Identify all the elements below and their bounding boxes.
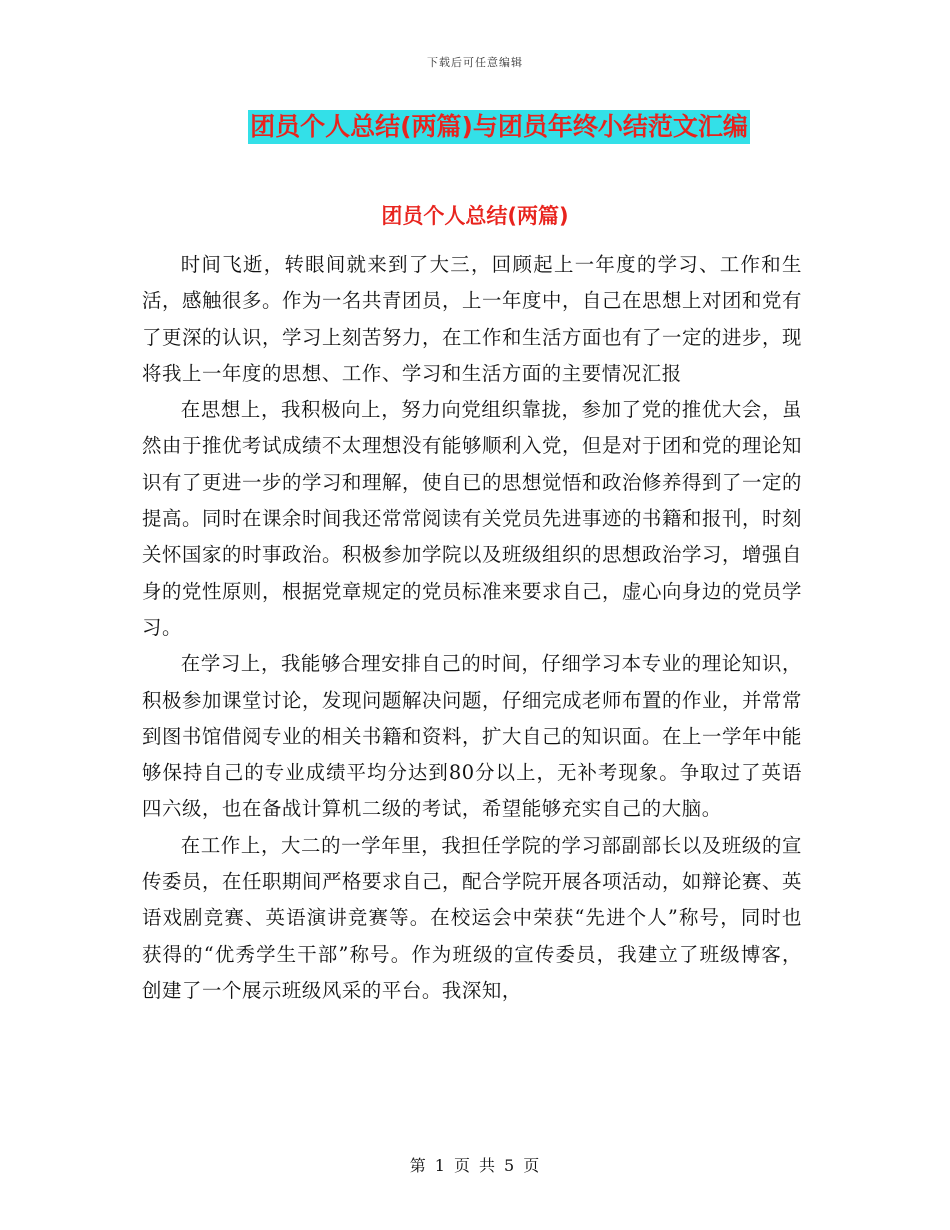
main-title: 团员个人总结(两篇)与团员年终小结范文汇编 bbox=[248, 110, 750, 144]
section-title: 团员个人总结(两篇) bbox=[381, 204, 569, 228]
footer-page-number: 1 bbox=[434, 1156, 446, 1175]
header-note: 下载后可任意编辑 bbox=[427, 56, 523, 69]
paragraph-study: 在学习上，我能够合理安排自己的时间，仔细学习本专业的理论知识，积极参加课堂讨论，发现问题解决问题，仔细完成老师布置的作业，并常常到图书馆借阅专业的相关书籍和资料，扩大自己的知识面。在上一学年中能够保持自己的专业成绩平均分达到80分以上，无补考现象。争取过了英语四六级，也在备战计算机二级的考试，希望能够充实自己的大脑。 bbox=[142, 652, 802, 821]
footer-total-word: 共 bbox=[479, 1156, 497, 1175]
footer-total-pages: 5 bbox=[504, 1156, 516, 1175]
footer-suffix: 页 bbox=[523, 1156, 541, 1175]
footer-page-word: 页 bbox=[453, 1156, 471, 1175]
paragraph-thought: 在思想上，我积极向上，努力向党组织靠拢，参加了党的推优大会，虽然由于推优考试成绩不太理想没有能够顺利入党，但是对于团和党的理论知识有了更进一步的学习和理解，使自已的思想觉悟和政治修养得到了一定的提高。同时在课余时间我还常常阅读有关党员先进事迹的书籍和报刊，时刻关怀国家的时事政治。积极参加学院以及班级组织的思想政治学习，增强自身的党性原则，根据党章规定的党员标准来要求自己，虚心向身边的党员学习。 bbox=[142, 398, 802, 639]
paragraph-work: 在工作上，大二的一学年里，我担任学院的学习部副部长以及班级的宣传委员，在任职期间严格要求自己，配合学院开展各项活动，如辩论赛、英语戏剧竞赛、英语演讲竞赛等。在校运会中荣获“先进个人”称号，同时也获得的“优秀学生干部”称号。作为班级的宣传委员，我建立了班级博客，创建了一个展示班级风采的平台。我深知， bbox=[142, 833, 802, 1002]
footer-prefix: 第 bbox=[409, 1156, 427, 1175]
main-title-container bbox=[0, 110, 950, 144]
page-footer bbox=[0, 1153, 950, 1176]
paragraph-intro: 时间飞逝，转眼间就来到了大三，回顾起上一年度的学习、工作和生活，感触很多。作为一名共青团员，上一年度中，自己在思想上对团和党有了更深的认识，学习上刻苦努力，在工作和生活方面也有了一定的进步，现将我上一年度的思想、工作、学习和生活方面的主要情况汇报 bbox=[142, 253, 802, 385]
body-text bbox=[142, 247, 802, 1009]
